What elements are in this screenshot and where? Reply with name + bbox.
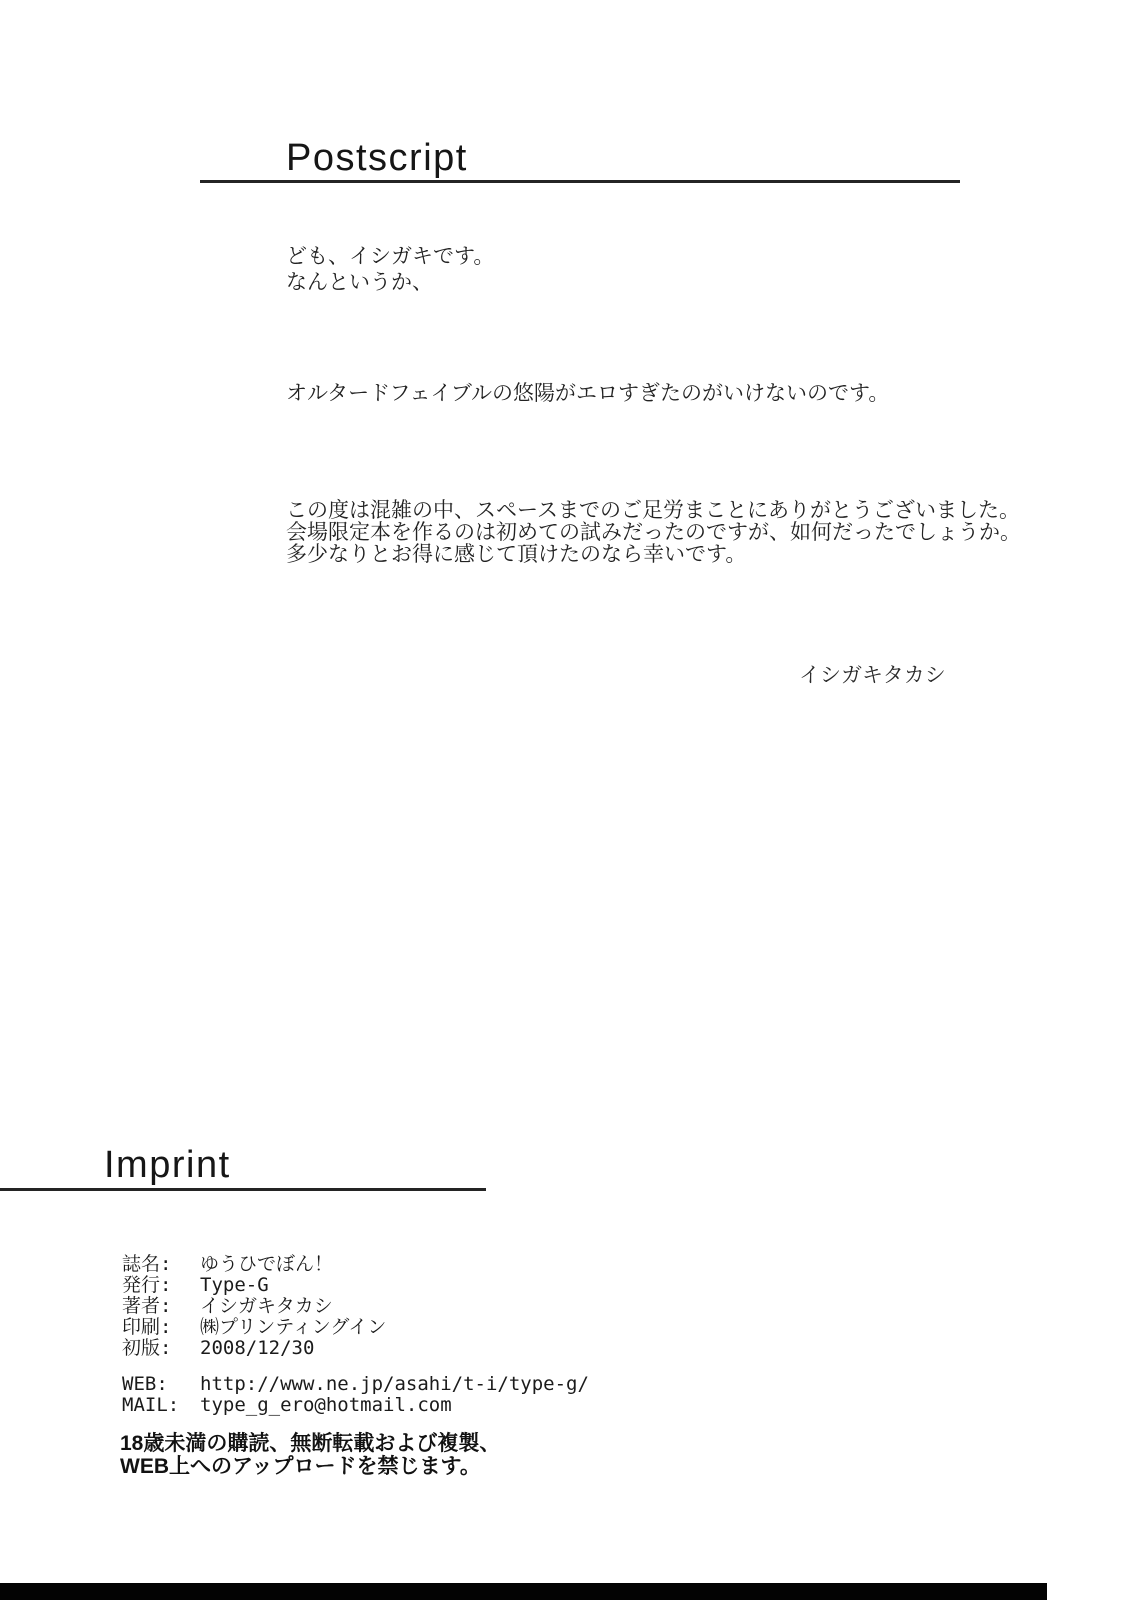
author-signature: イシガキタカシ: [799, 664, 946, 687]
page-edge-scan-bar: [0, 1583, 1047, 1600]
imprint-row-publisher: [122, 1275, 269, 1296]
imprint-value: イシガキタカシ: [200, 1295, 333, 1317]
warning-line: WEB上へのアップロードを禁じます。: [120, 1455, 481, 1478]
paragraph-line: 多少なりとお得に感じて頂けたのなら幸いです。: [286, 543, 747, 566]
imprint-label: 誌名:: [122, 1253, 172, 1275]
postscript-paragraph-2: オルタードフェイブルの悠陽がエロすぎたのがいけないのです。: [286, 382, 890, 405]
imprint-row-author: [122, 1296, 333, 1317]
paragraph-line: ども、イシガキです。: [286, 245, 495, 268]
imprint-row-title: [122, 1254, 333, 1275]
warning-line: 18歳未満の購読、無断転載および複製、: [120, 1432, 501, 1455]
imprint-row-first-edition: [122, 1338, 314, 1359]
imprint-heading: Imprint: [104, 1144, 231, 1186]
paragraph-line: この度は混雑の中、スペースまでのご足労まことにありがとうございました。: [286, 499, 1020, 522]
imprint-value: 2008/12/30: [200, 1337, 315, 1359]
postscript-heading: Postscript: [286, 137, 468, 179]
imprint-mail-address: type_g_ero@hotmail.com: [200, 1394, 452, 1416]
imprint-value: ゆうひでぼん！: [200, 1253, 334, 1275]
imprint-label: MAIL:: [122, 1394, 180, 1416]
imprint-row-web: [122, 1374, 589, 1395]
paragraph-line: なんというか、: [286, 271, 433, 294]
imprint-label: WEB:: [122, 1373, 168, 1395]
imprint-web-url: http://www.ne.jp/asahi/t-i/type-g/: [200, 1373, 589, 1395]
imprint-label: 発行:: [122, 1274, 172, 1296]
imprint-value: ㈱プリンティングイン: [200, 1316, 387, 1338]
postscript-paragraph-3: [286, 500, 1021, 566]
age-restriction-warning: [120, 1432, 500, 1478]
imprint-row-printer: [122, 1317, 386, 1338]
imprint-label: 印刷:: [122, 1316, 172, 1338]
imprint-row-mail: [122, 1395, 452, 1416]
imprint-label: 初版:: [122, 1337, 172, 1359]
imprint-divider: [0, 1188, 486, 1191]
postscript-paragraph-1: [286, 244, 494, 296]
imprint-value: Type-G: [200, 1274, 269, 1296]
postscript-divider: [200, 180, 960, 183]
imprint-label: 著者:: [122, 1295, 172, 1317]
paragraph-line: 会場限定本を作るのは初めての試みだったのですが、如何だったでしょうか。: [286, 521, 1021, 544]
